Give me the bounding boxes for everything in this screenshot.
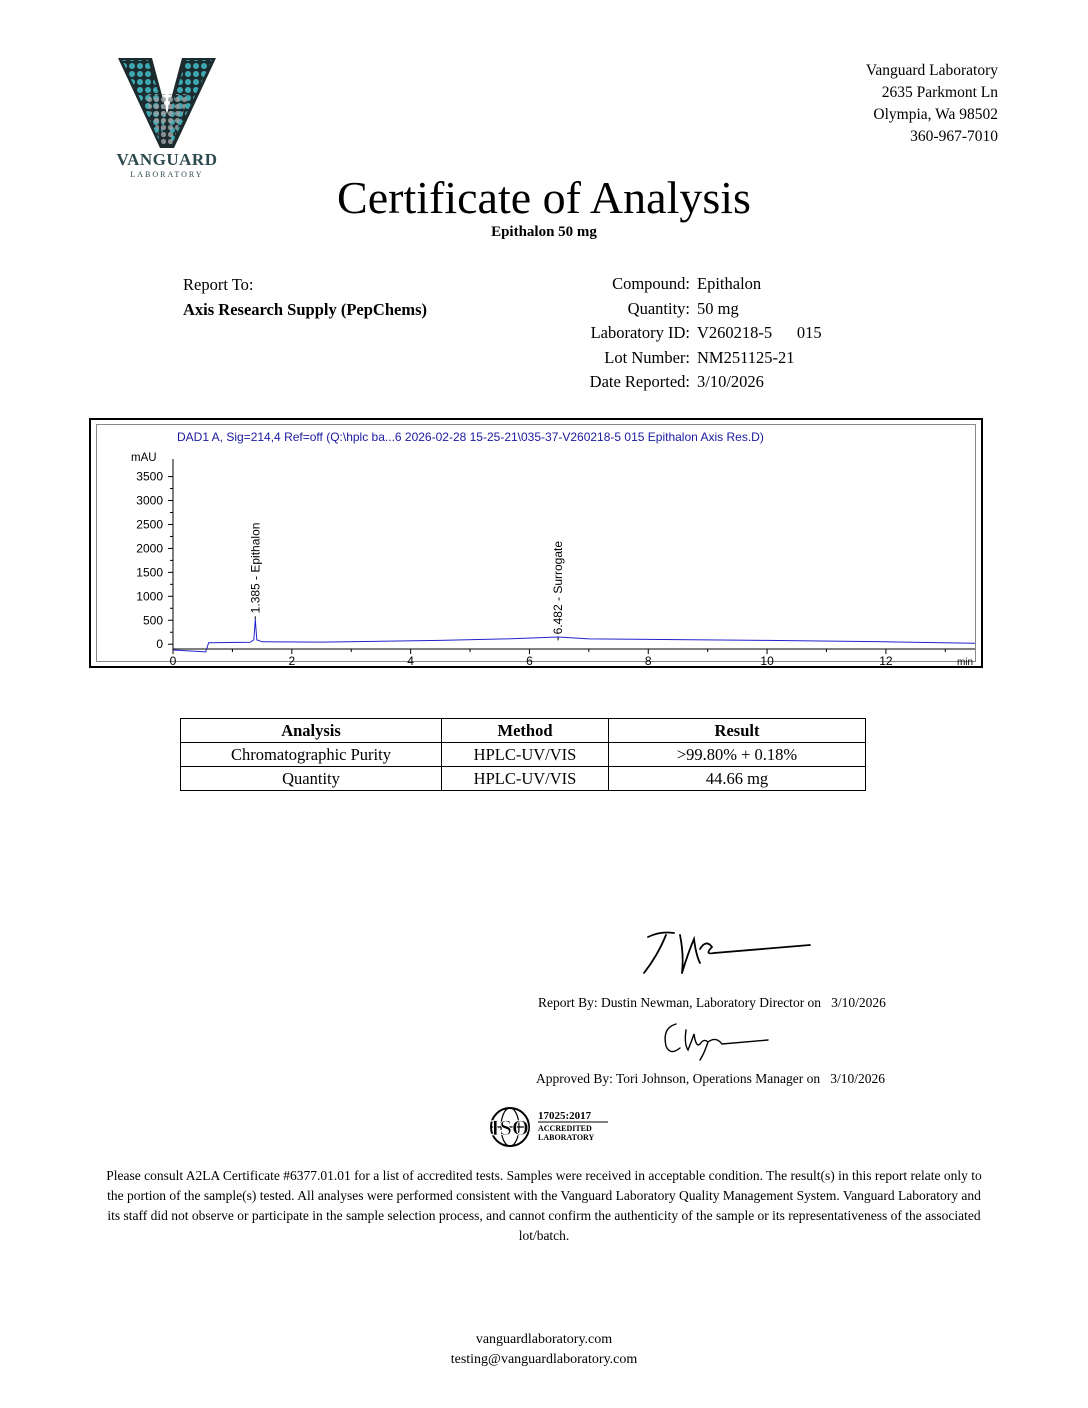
peak-label: 1.385 - Epithalon bbox=[248, 522, 263, 614]
v-logo-icon bbox=[104, 54, 230, 150]
document-subtitle: Epithalon 50 mg bbox=[491, 224, 597, 240]
compound-value: Epithalon bbox=[697, 274, 762, 293]
chart-title: DAD1 A, Sig=214,4 Ref=off (Q:\hplc ba...6 2026-02-28 15-25-21\035-37-V260218-5 015 Epithalon Axis Res.D) bbox=[177, 430, 764, 444]
footer-email[interactable]: testing@vanguardlaboratory.com bbox=[450, 1352, 638, 1367]
director-signature bbox=[640, 925, 820, 980]
iso-standard: 17025:2017 bbox=[538, 1110, 592, 1122]
sample-info-row bbox=[540, 370, 822, 395]
sample-info-block bbox=[540, 272, 822, 395]
y-tick-label: 500 bbox=[142, 613, 163, 628]
results-table bbox=[180, 718, 866, 791]
lab-id-value: V260218-5 015 bbox=[697, 323, 822, 342]
y-tick-label: 2000 bbox=[136, 541, 163, 556]
cell-result: >99.80% + 0.18% bbox=[609, 743, 866, 767]
lab-phone: 360-967-7010 bbox=[910, 128, 998, 145]
report-to-label: Report To: bbox=[183, 275, 254, 294]
cell-analysis: Chromatographic Purity bbox=[181, 743, 442, 767]
x-tick-label: 2 bbox=[288, 654, 296, 665]
compound-label: Compound: bbox=[612, 274, 690, 293]
lot-number-value: NM251125-21 bbox=[697, 347, 795, 367]
chromatogram-chart bbox=[97, 425, 977, 665]
y-axis-label: mAU bbox=[131, 452, 157, 464]
document-title: Certificate of Analysis bbox=[337, 172, 751, 223]
y-tick-label: 2500 bbox=[136, 517, 163, 532]
lot-number-label: Lot Number: bbox=[604, 347, 690, 367]
logo-wordmark: VANGUARD bbox=[116, 150, 218, 169]
iso-logo-text: ISO bbox=[491, 1115, 529, 1140]
chromatogram-panel bbox=[96, 424, 976, 665]
x-tick-label: 4 bbox=[407, 654, 414, 665]
report-to-block bbox=[183, 272, 427, 322]
header-method: Method bbox=[442, 719, 609, 743]
iso-line2: LABORATORY bbox=[538, 1133, 595, 1142]
y-tick-label: 3500 bbox=[136, 469, 163, 484]
lab-street: 2635 Parkmont Ln bbox=[881, 84, 998, 101]
y-tick-label: 0 bbox=[156, 637, 163, 652]
lab-id-label: Laboratory ID: bbox=[590, 323, 690, 342]
sample-info-row bbox=[540, 297, 822, 322]
iso-line1: ACCREDITED bbox=[538, 1124, 592, 1133]
quantity-label: Quantity: bbox=[627, 298, 690, 318]
table-row bbox=[181, 743, 866, 767]
disclaimer-text: Please consult A2LA Certificate #6377.01.01 for a list of accredited tests. Samples were received in acceptable condition. The result(s) in this report relate only to the portion of the sample(s) tested. All analyses were performed consistent with the Vanguard Laboratory Quality Management System. Vanguard Laboratory and its staff did not observe or participate in the sample selection process, and cannot confirm the authenticity of the sample or its representativeness of the associated lot/batch. bbox=[106, 1168, 982, 1243]
cell-analysis: Quantity bbox=[181, 767, 442, 791]
approved-by-line: Approved By: Tori Johnson, Operations Manager on 3/10/2026 bbox=[536, 1071, 886, 1086]
lab-name: Vanguard Laboratory bbox=[865, 62, 998, 79]
x-tick-label: 12 bbox=[879, 654, 893, 665]
x-axis-label: min bbox=[956, 657, 974, 665]
lab-address bbox=[866, 60, 998, 148]
vanguard-logo bbox=[104, 54, 234, 184]
table-header-row bbox=[181, 719, 866, 743]
cell-method: HPLC-UV/VIS bbox=[442, 767, 609, 791]
cell-result: 44.66 mg bbox=[609, 767, 866, 791]
cell-method: HPLC-UV/VIS bbox=[442, 743, 609, 767]
footer bbox=[0, 1330, 1088, 1370]
sample-info-row bbox=[540, 321, 822, 346]
x-tick-label: 0 bbox=[169, 654, 177, 665]
y-tick-label: 3000 bbox=[136, 493, 163, 508]
client-name: Axis Research Supply (PepChems) bbox=[183, 300, 427, 319]
manager-signature bbox=[660, 1018, 780, 1063]
table-row bbox=[181, 767, 866, 791]
quantity-value: 50 mg bbox=[697, 298, 739, 318]
sample-info-row bbox=[540, 346, 822, 371]
chromatogram-frame bbox=[89, 418, 983, 668]
x-tick-label: 10 bbox=[760, 654, 774, 665]
header-analysis: Analysis bbox=[181, 719, 442, 743]
report-by-line: Report By: Dustin Newman, Laboratory Director on 3/10/2026 bbox=[538, 995, 886, 1010]
date-reported-value: 3/10/2026 bbox=[697, 372, 764, 391]
peak-label: 6.482 - Surrogate bbox=[551, 540, 566, 635]
x-tick-label: 6 bbox=[526, 654, 533, 665]
header-result: Result bbox=[609, 719, 866, 743]
logo-subtitle: LABORATORY bbox=[130, 170, 204, 179]
signal-trace bbox=[173, 619, 975, 652]
date-reported-label: Date Reported: bbox=[589, 372, 690, 391]
y-tick-label: 1500 bbox=[136, 565, 163, 580]
lab-city: Olympia, Wa 98502 bbox=[873, 106, 998, 123]
footer-website[interactable]: vanguardlaboratory.com bbox=[475, 1332, 613, 1347]
x-tick-label: 8 bbox=[644, 654, 652, 665]
iso-accreditation-badge bbox=[484, 1106, 614, 1148]
y-tick-label: 1000 bbox=[136, 589, 163, 604]
sample-info-row bbox=[540, 272, 822, 297]
